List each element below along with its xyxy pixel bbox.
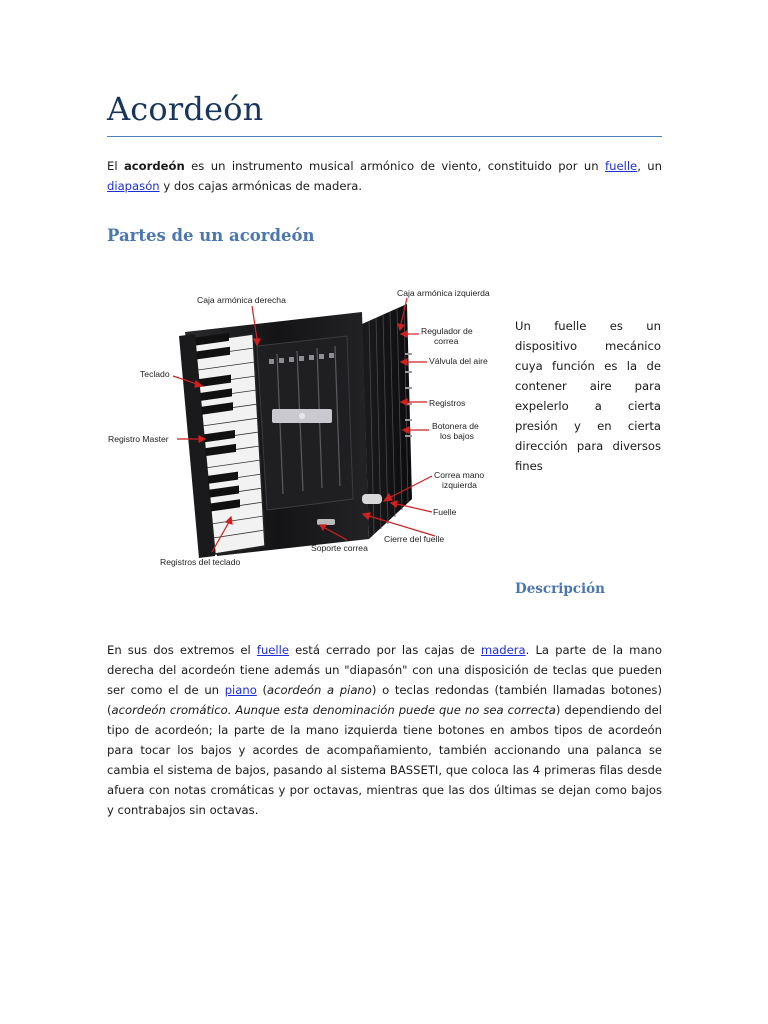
label-teclado: Teclado <box>140 369 170 379</box>
label-regulador-2: correa <box>434 336 459 346</box>
intro-text: , un <box>637 159 662 173</box>
desc-italic: acordeón cromático. Aunque esta denominación puede que no sea correcta <box>111 703 556 717</box>
desc-text: ( <box>256 683 268 697</box>
intro-bold-term: acordeón <box>123 159 185 173</box>
desc-text: está cerrado por las cajas de <box>289 643 481 657</box>
label-correa-mano-1: Correa mano <box>434 470 485 480</box>
desc-text: ) dependiendo del tipo de acordeón; la parte de la mano izquierda tiene botones en ambos tipos de acordeón para tocar los bajos y acordes de acompañamiento, también accionando una palanca se cambia el sistema de bajos, pasando al sistema BASSETI, que coloca las 4 primeras filas desde afuera con notas cromáticas y por octavas, mientras que las dos últimas se dejan como bajos y contrabajos sin octavas. <box>107 703 662 817</box>
section-heading: Partes de un acordeón <box>107 226 315 245</box>
fuelle-link[interactable]: fuelle <box>256 643 290 657</box>
label-cierre: Cierre del fuelle <box>384 534 445 544</box>
intro-text: y dos cajas armónicas de madera. <box>159 179 363 193</box>
madera-link[interactable]: madera <box>480 643 526 657</box>
label-regulador-1: Regulador de <box>421 326 473 336</box>
label-registros-teclado: Registros del teclado <box>160 557 241 567</box>
label-soporte: Soporte correa <box>311 543 368 553</box>
intro-text: es un instrumento musical armónico de viento, constituido por un <box>184 159 606 173</box>
title-divider <box>107 136 662 137</box>
fuelle-link[interactable]: fuelle <box>605 159 638 173</box>
label-botonera-1: Botonera de <box>432 421 479 431</box>
label-correa-mano-2: izquierda <box>442 480 477 490</box>
desc-text: ) o teclas redondas (también llamadas botones) ( <box>107 683 662 717</box>
intro-paragraph <box>107 156 662 196</box>
desc-italic: acordeón a piano <box>267 683 372 697</box>
desc-text: En sus dos extremos el <box>107 643 257 657</box>
accordion-diagram <box>107 284 507 574</box>
label-valvula: Válvula del aire <box>429 356 488 366</box>
fuelle-definition: Un fuelle es un dispositivo mecánico cuya función es la de contener aire para expelerlo a cierta presión y en cierta dirección para diversos fines <box>515 319 661 473</box>
piano-link[interactable]: piano <box>224 683 257 697</box>
desc-text: . La parte de la mano derecha del acordeón tiene además un "diapasón" con una disposición de teclas que pueden ser como el de un <box>107 643 662 697</box>
label-registro-master: Registro Master <box>108 434 169 444</box>
label-caja-izquierda: Caja armónica izquierda <box>397 288 490 298</box>
label-registros: Registros <box>429 398 466 408</box>
diapason-link[interactable]: diapasón <box>107 179 160 193</box>
description-paragraph <box>107 640 662 820</box>
page-title: Acordeón <box>107 90 264 128</box>
label-caja-derecha: Caja armónica derecha <box>197 295 286 305</box>
intro-text: El <box>107 159 124 173</box>
label-fuelle: Fuelle <box>433 507 457 517</box>
keyboard-shape <box>179 333 265 558</box>
label-botonera-2: los bajos <box>440 431 474 441</box>
subheading: Descripción <box>515 581 605 597</box>
